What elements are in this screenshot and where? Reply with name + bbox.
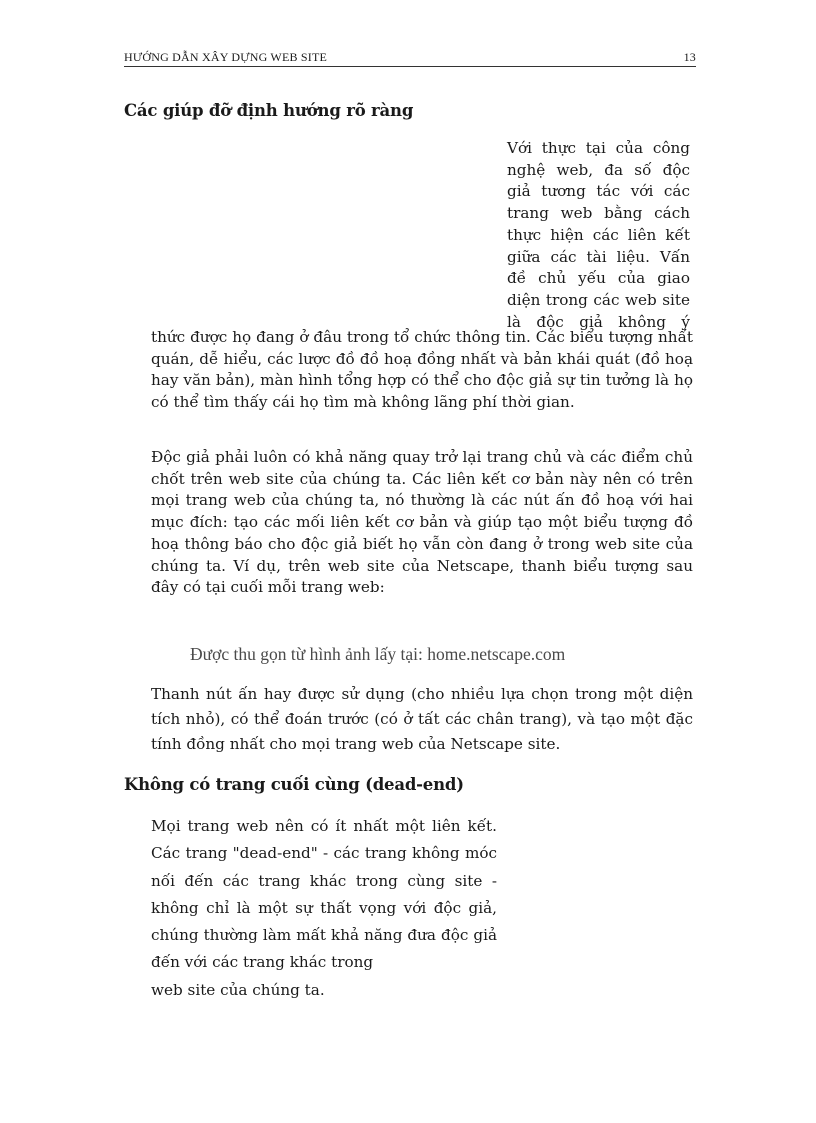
paragraph-button-bar: Thanh nút ấn hay được sử dụng (cho nhiều lựa chọn trong một diện tích nhỏ), có thể đoán trước (có ở tất các chân trang), và tạo một đặc tính đồng nhất cho mọi trang web của Netscape site.	[151, 685, 693, 753]
intro-paragraph-continued: thức được họ đang ở đâu trong tổ chức thông tin. Các biểu tượng nhất quán, dễ hiểu, các lược đồ đồ hoạ đồng nhất và bản khái quát (đồ hoạ hay văn bản), màn hình tổng hợp có thể cho độc giả sự tin tưởng là họ có thể tìm thấy cái họ tìm mà không lãng phí thời gian.	[151, 328, 693, 412]
figure-caption: Được thu gọn từ hình ảnh lấy tại: home.netscape.com	[190, 644, 566, 664]
intro-paragraph-right: Với thực tại của công nghệ web, đa số độc giả tương tác với các trang web bằng cách thực hiện các liên kết giữa các tài liệu. Vấn đề chủ yếu của giao diện trong các web site là độc giả không ý	[507, 139, 690, 331]
section-heading-dead-end: Không có trang cuối cùng (dead-end)	[124, 775, 464, 794]
page-number: 13	[683, 50, 696, 64]
section-heading-navigation: Các giúp đỡ định hướng rõ ràng	[124, 101, 414, 120]
page-header	[124, 50, 696, 67]
header-title: HƯỚNG DẪN XÂY DỰNG WEB SITE	[124, 50, 328, 64]
dead-end-paragraph-last-line: web site của chúng ta.	[151, 980, 325, 999]
paragraph-home-links: Độc giả phải luôn có khả năng quay trở lại trang chủ và các điểm chủ chốt trên web site của chúng ta. Các liên kết cơ bản này nên có trên mọi trang web của chúng ta, nó thường là các nút ấn đồ hoạ với hai mục đích: tạo các mối liên kết cơ bản và giúp tạo một biểu tượng đồ hoạ thông báo cho độc giả biết họ vẫn còn đang ở trong web site của chúng ta. Ví dụ, trên web site của Netscape, thanh biểu tượng sau đây có tại cuối mỗi trang web:	[151, 448, 693, 597]
dead-end-paragraph-main: Mọi trang web nên có ít nhất một liên kết. Các trang "dead-end" - các trang không móc nối đến các trang khác trong cùng site - không chỉ là một sự thất vọng với độc giả, chúng thường làm mất khả năng đưa độc giả đến với các trang khác trong	[151, 817, 497, 972]
dead-end-paragraph	[151, 813, 497, 1004]
